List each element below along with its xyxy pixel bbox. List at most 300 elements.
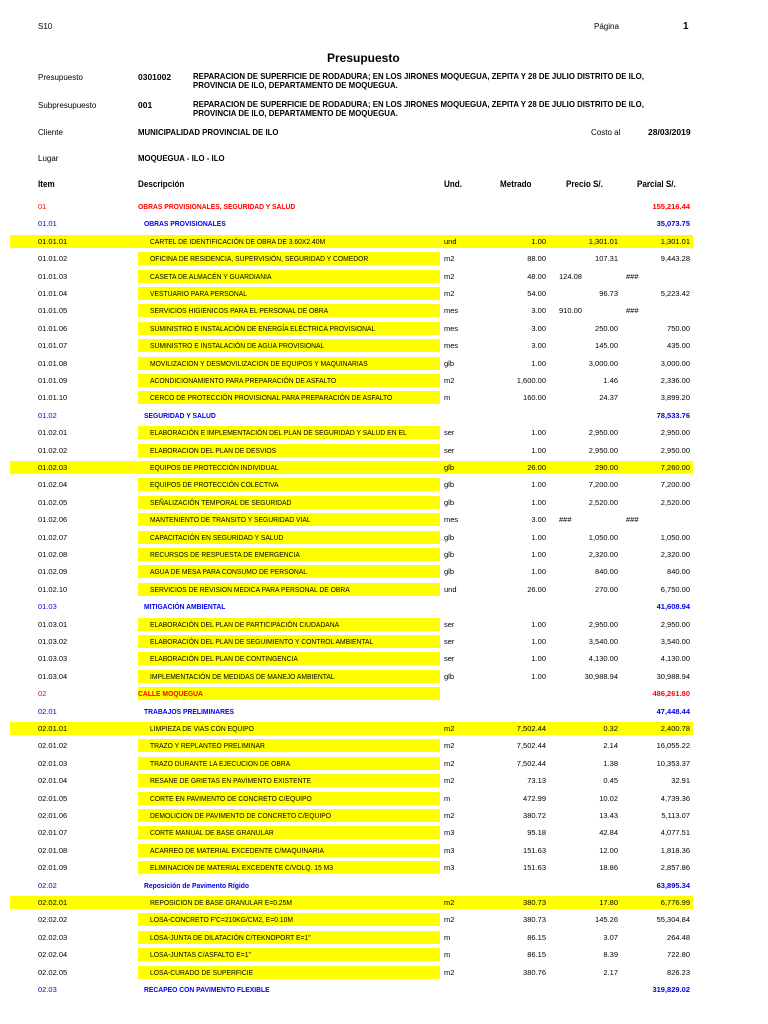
item-code-cell: 02.02	[38, 880, 57, 890]
unit-cell: und	[444, 584, 457, 594]
table-row	[0, 894, 768, 911]
parcial-cell: 63,895.34	[656, 880, 690, 890]
item-code-cell: 01.03.04	[38, 671, 68, 681]
table-row	[0, 320, 768, 337]
description-cell: SUMINISTRO E INSTALACIÓN DE ENERGÍA ELÉCTRICA PROVISIONAL	[150, 323, 376, 333]
parcial-cell: 6,750.00	[660, 584, 690, 594]
page-number: 1	[683, 21, 689, 32]
lugar-value: MOQUEGUA - ILO - ILO	[138, 153, 225, 163]
description-cell: LIMPIEZA DE VIAS CON EQUIPO	[150, 724, 254, 733]
metrado-cell: 3.00	[531, 341, 546, 351]
table-row	[0, 250, 768, 267]
description-cell: ELABORACION DEL PLAN DE DESVIOS	[150, 445, 277, 455]
table-row	[0, 285, 768, 302]
precio-cell: 1,050.00	[588, 532, 618, 542]
parcial-cell: 1,818.36	[660, 845, 690, 855]
description-cell: EQUIPOS DE PROTECCIÓN COLECTIVA	[150, 480, 279, 490]
report-code: S10	[38, 22, 53, 31]
table-row	[0, 355, 768, 372]
parcial-cell: 2,950.00	[660, 428, 690, 438]
table-row	[0, 964, 768, 981]
parcial-cell: 4,077.51	[660, 828, 690, 838]
parcial-cell: 10,353.37	[656, 758, 690, 768]
description-cell: LOSA-CURADO DE SUPERFICIE	[150, 967, 254, 977]
metrado-cell: 54.00	[527, 289, 546, 298]
row-highlight	[10, 722, 693, 735]
description-cell: ACONDICIONAMIENTO PARA PREPARACIÓN DE ASFALTO	[150, 376, 337, 385]
subpresupuesto-description: REPARACION DE SUPERFICIE DE RODADURA; EN LOS JIRONES MOQUEGUA, ZEPITA Y 28 DE JULIO DISTRITO DE ILO, PROVINCIA DE ILO, DEPARTAMENTO DE MOQUEGUA.	[193, 99, 644, 118]
item-code-cell: 01.01.08	[38, 358, 68, 368]
unit-cell: glb	[444, 532, 455, 542]
item-code-cell: 01.03	[38, 602, 57, 612]
precio-cell: 3,540.00	[588, 637, 618, 646]
item-code-cell: 02.01.08	[38, 845, 68, 855]
metrado-cell: 3.00	[531, 323, 546, 333]
table-row	[0, 476, 768, 493]
table-row	[0, 215, 768, 232]
metrado-cell: 472.99	[523, 793, 546, 803]
parcial-cell: 9,443.28	[660, 254, 690, 264]
unit-cell: m	[444, 950, 451, 960]
cliente-value: MUNICIPALIDAD PROVINCIAL DE ILO	[138, 127, 279, 137]
parcial-cell: 55,304.84	[656, 915, 690, 925]
unit-cell: mes	[444, 341, 459, 351]
table-row	[0, 563, 768, 580]
parcial-cell: 826.23	[667, 967, 690, 977]
precio-cell: 270.00	[595, 584, 618, 594]
precio-cell: 24.37	[599, 393, 618, 403]
description-cell: CARTEL DE IDENTIFICACIÓN DE OBRA DE 3.60X2.40M	[150, 236, 326, 246]
parcial-cell: 2,336.00	[660, 376, 690, 385]
unit-cell: m3	[444, 863, 455, 873]
item-code-cell: 02.01.02	[38, 741, 68, 751]
item-code-cell: 01.03.01	[38, 619, 68, 629]
item-code-cell: 01.03.03	[38, 654, 68, 664]
unit-cell: m2	[444, 289, 455, 298]
unit-cell: m2	[444, 271, 455, 281]
precio-cell: 2.14	[603, 741, 618, 751]
parcial-cell: 2,520.00	[660, 497, 690, 507]
metrado-cell: 1.00	[531, 671, 546, 681]
column-header-unit: Und.	[444, 179, 462, 189]
item-code-cell: 01.01.05	[38, 306, 68, 316]
description-cell: SERVICIOS HIGIENICOS PARA EL PERSONAL DE OBRA	[150, 306, 329, 316]
row-highlight	[10, 461, 693, 474]
parcial-cell: 35,073.75	[656, 219, 690, 229]
metrado-cell: 151.63	[523, 845, 546, 855]
item-code-cell: 02.02.05	[38, 967, 68, 977]
parcial-cell: 3,899.20	[660, 393, 690, 403]
table-row	[0, 407, 768, 424]
table-row	[0, 529, 768, 546]
item-code-cell: 02.01	[38, 706, 57, 716]
precio-cell: 2,950.00	[588, 445, 618, 455]
precio-cell: 96.73	[599, 289, 618, 298]
parcial-cell: 2,320.00	[660, 550, 690, 559]
metrado-cell: 1.00	[531, 480, 546, 490]
unit-cell: glb	[444, 480, 455, 490]
parcial-cell: 1,301.01	[660, 236, 690, 246]
parcial-cell: 1,050.00	[660, 532, 690, 542]
unit-cell: ser	[444, 445, 455, 455]
parcial-cell: 5,223.42	[660, 289, 690, 298]
metrado-cell: 73.13	[527, 776, 546, 786]
precio-cell: 290.00	[595, 463, 618, 472]
presupuesto-label: Presupuesto	[38, 73, 83, 82]
precio-cell: 10.02	[599, 793, 618, 803]
description-cell: TRAZO DURANTE LA EJECUCION DE OBRA	[150, 758, 291, 768]
parcial-cell: ###	[626, 515, 639, 525]
precio-cell: 18.86	[599, 863, 618, 873]
precio-cell: ###	[559, 515, 572, 525]
table-row	[0, 981, 768, 998]
parcial-cell: 7,200.00	[660, 480, 690, 490]
unit-cell: m2	[444, 254, 455, 264]
unit-cell: mes	[444, 306, 459, 316]
precio-cell: 1.38	[603, 758, 618, 768]
metrado-cell: 3.00	[531, 515, 546, 525]
description-cell: ELABORACIÓN E IMPLEMENTACIÓN DEL PLAN DE SEGURIDAD Y SALUD EN EL	[150, 428, 407, 438]
row-highlight	[10, 896, 693, 909]
table-row	[0, 459, 768, 476]
item-code-cell: 01.01.09	[38, 376, 68, 385]
unit-cell: m	[444, 793, 451, 803]
precio-cell: 2,520.00	[588, 497, 618, 507]
table-row	[0, 737, 768, 754]
column-header-metrado: Metrado	[500, 179, 532, 189]
parcial-cell: 2,400.78	[660, 724, 690, 733]
table-row	[0, 650, 768, 667]
metrado-cell: 1.00	[531, 236, 546, 246]
metrado-cell: 48.00	[527, 271, 546, 281]
item-code-cell: 01.02.09	[38, 567, 68, 577]
unit-cell: m2	[444, 776, 455, 786]
precio-cell: 250.00	[595, 323, 618, 333]
description-cell: VESTUARIO PARA PERSONAL	[150, 289, 248, 298]
table-row	[0, 372, 768, 389]
unit-cell: glb	[444, 463, 455, 472]
metrado-cell: 1.00	[531, 567, 546, 577]
unit-cell: ser	[444, 637, 455, 646]
unit-cell: m2	[444, 758, 455, 768]
precio-cell: 124.08	[559, 271, 582, 281]
item-code-cell: 01.01.07	[38, 341, 68, 351]
lugar-label: Lugar	[38, 154, 59, 163]
parcial-cell: 2,950.00	[660, 445, 690, 455]
unit-cell: ser	[444, 654, 455, 664]
table-row	[0, 859, 768, 876]
precio-cell: 7,200.00	[588, 480, 618, 490]
metrado-cell: 1.00	[531, 532, 546, 542]
precio-cell: 145.26	[595, 915, 618, 925]
precio-cell: 13.43	[599, 811, 618, 820]
metrado-cell: 1,600.00	[516, 376, 546, 385]
subpresupuesto-label: Subpresupuesto	[38, 101, 97, 110]
table-row	[0, 389, 768, 406]
table-row	[0, 616, 768, 633]
metrado-cell: 160.00	[523, 393, 546, 403]
parcial-cell: 319,829.02	[652, 985, 690, 994]
parcial-cell: 435.00	[667, 341, 690, 351]
unit-cell: glb	[444, 550, 455, 559]
parcial-cell: 2,857.86	[660, 863, 690, 873]
table-row	[0, 685, 768, 702]
table-row	[0, 772, 768, 789]
table-row	[0, 703, 768, 720]
precio-cell: 30,988.94	[584, 671, 618, 681]
parcial-cell: 722.80	[667, 950, 690, 960]
parcial-cell: 486,261.80	[652, 689, 690, 699]
precio-cell: 3,000.00	[588, 358, 618, 368]
page-title: Presupuesto	[327, 51, 400, 65]
item-code-cell: 01.01.01	[38, 236, 68, 246]
metrado-cell: 1.00	[531, 619, 546, 629]
unit-cell: m3	[444, 845, 455, 855]
presupuesto-description: REPARACION DE SUPERFICIE DE RODADURA; EN LOS JIRONES MOQUEGUA, ZEPITA Y 28 DE JULIO DISTRITO DE ILO, PROVINCIA DE ILO, DEPARTAMENTO DE MOQUEGUA.	[193, 71, 644, 90]
table-row	[0, 598, 768, 615]
unit-cell: m2	[444, 915, 455, 925]
parcial-cell: 3,000.00	[660, 358, 690, 368]
description-cell: CERCO DE PROTECCIÓN PROVISIONAL PARA PREPARACIÓN DE ASFALTO	[150, 393, 393, 403]
table-row	[0, 546, 768, 563]
description-cell: SERVICIOS DE REVISION MEDICA PARA PERSONAL DE OBRA	[150, 584, 350, 594]
item-code-cell: 01.01.02	[38, 254, 68, 264]
metrado-cell: 86.15	[527, 950, 546, 960]
item-code-cell: 02.01.09	[38, 863, 68, 873]
column-header-parcial: Parcial S/.	[637, 179, 676, 189]
table-row	[0, 877, 768, 894]
unit-cell: m2	[444, 967, 455, 977]
parcial-cell: 47,448.44	[656, 706, 690, 716]
description-cell: SUMINISTRO E INSTALACIÓN DE AGUA PROVISIONAL	[150, 341, 325, 351]
metrado-cell: 7,502.44	[516, 758, 546, 768]
description-cell: LOSA-JUNTA DE DILATACIÓN C/TEKNOPORT E=1"	[150, 932, 311, 942]
item-code-cell: 02.01.05	[38, 793, 68, 803]
precio-cell: 2.17	[603, 967, 618, 977]
table-row	[0, 337, 768, 354]
precio-cell: 8.39	[603, 950, 618, 960]
item-code-cell: 01.01.06	[38, 323, 68, 333]
parcial-cell: 750.00	[667, 323, 690, 333]
table-row	[0, 581, 768, 598]
description-cell: SEGURIDAD Y SALUD	[144, 410, 216, 420]
table-row	[0, 268, 768, 285]
unit-cell: und	[444, 236, 457, 246]
parcial-cell: 264.48	[667, 932, 690, 942]
metrado-cell: 86.15	[527, 932, 546, 942]
description-cell: CORTE EN PAVIMENTO DE CONCRETO C/EQUIPO	[150, 793, 312, 803]
description-cell: REPOSICION DE BASE GRANULAR E=0.25M	[150, 898, 292, 907]
column-header-description: Descripción	[138, 179, 185, 189]
parcial-cell: ###	[626, 306, 639, 316]
unit-cell: mes	[444, 515, 459, 525]
description-cell: MITIGACIÓN AMBIENTAL	[144, 602, 226, 612]
description-cell: MANTENIENTO DE TRANSITO Y SEGURIDAD VIAL	[150, 515, 311, 525]
unit-cell: glb	[444, 671, 455, 681]
metrado-cell: 26.00	[527, 584, 546, 594]
metrado-cell: 380.73	[523, 915, 546, 925]
description-cell: TRABAJOS PRELIMINARES	[144, 706, 235, 716]
item-code-cell: 01.02.08	[38, 550, 68, 559]
item-code-cell: 01.02.06	[38, 515, 68, 525]
precio-cell: 0.45	[603, 776, 618, 786]
item-code-cell: 02.01.01	[38, 724, 68, 733]
parcial-cell: 7,260.00	[660, 463, 690, 472]
unit-cell: m2	[444, 741, 455, 751]
unit-cell: mes	[444, 323, 459, 333]
parcial-cell: 30,988.94	[656, 671, 690, 681]
unit-cell: m2	[444, 376, 455, 385]
metrado-cell: 1.00	[531, 550, 546, 559]
metrado-cell: 1.00	[531, 445, 546, 455]
costo-date: 28/03/2019	[648, 127, 691, 137]
item-code-cell: 02.03	[38, 985, 57, 994]
unit-cell: m2	[444, 724, 455, 733]
metrado-cell: 151.63	[523, 863, 546, 873]
unit-cell: m2	[444, 898, 455, 907]
metrado-cell: 1.00	[531, 497, 546, 507]
description-cell: SEÑALIZACIÓN TEMPORAL DE SEGURIDAD	[150, 497, 292, 507]
table-row	[0, 720, 768, 737]
unit-cell: m	[444, 932, 451, 942]
table-row	[0, 929, 768, 946]
precio-cell: 910.00	[559, 306, 582, 316]
metrado-cell: 380.73	[523, 898, 546, 907]
metrado-cell: 95.18	[527, 828, 546, 838]
item-code-cell: 01.03.02	[38, 637, 68, 646]
unit-cell: ser	[444, 619, 455, 629]
item-code-cell: 01.01.10	[38, 393, 68, 403]
item-code-cell: 01.02.07	[38, 532, 68, 542]
unit-cell: glb	[444, 358, 455, 368]
subpresupuesto-code: 001	[138, 100, 153, 110]
item-code-cell: 01.01	[38, 219, 57, 229]
item-code-cell: 01.02.03	[38, 463, 68, 472]
metrado-cell: 88.00	[527, 254, 546, 264]
unit-cell: ser	[444, 428, 455, 438]
item-code-cell: 01.02	[38, 410, 57, 420]
table-row	[0, 911, 768, 928]
column-header-item: Item	[38, 179, 55, 189]
precio-cell: 107.31	[595, 254, 618, 264]
parcial-cell: 4,130.00	[660, 654, 690, 664]
metrado-cell: 7,502.44	[516, 741, 546, 751]
table-row	[0, 302, 768, 319]
table-row	[0, 233, 768, 250]
description-cell: IMPLEMENTACIÓN DE MEDIDAS DE MANEJO AMBIENTAL	[150, 671, 335, 681]
description-cell: DEMOLICION DE PAVIMENTO DE CONCRETO C/EQUIPO	[150, 811, 332, 820]
parcial-cell: 41,608.94	[656, 602, 690, 612]
precio-cell: 1.46	[603, 376, 618, 385]
description-cell: EQUIPOS DE PROTECCIÓN INDIVIDUAL	[150, 463, 279, 472]
description-cell: MOVILIZACION Y DESMOVILIZACION DE EQUIPOS Y MAQUINARIAS	[150, 358, 368, 368]
description-cell: OFICINA DE RESIDENCIA, SUPERVISIÓN, SEGURIDAD Y COMEDOR	[150, 254, 369, 264]
description-cell: Reposición de Pavimento Rígido	[144, 880, 250, 890]
parcial-cell: 840.00	[667, 567, 690, 577]
description-cell: CORTE MANUAL DE BASE GRANULAR	[150, 828, 274, 838]
table-row	[0, 842, 768, 859]
item-code-cell: 02.01.07	[38, 828, 68, 838]
description-cell: RESANE DE GRIETAS EN PAVIMENTO EXISTENTE	[150, 776, 312, 786]
description-cell: LOSA-CONCRETO F'C=210KG/CM2, E=0.10M	[150, 915, 293, 925]
metrado-cell: 1.00	[531, 428, 546, 438]
precio-cell: 0.32	[603, 724, 618, 733]
precio-cell: 3.07	[603, 932, 618, 942]
item-code-cell: 01.02.10	[38, 584, 68, 594]
item-code-cell: 01.02.01	[38, 428, 68, 438]
metrado-cell: 380.76	[523, 967, 546, 977]
item-code-cell: 01.02.05	[38, 497, 68, 507]
metrado-cell: 380.72	[523, 811, 546, 820]
item-code-cell: 01.01.03	[38, 271, 68, 281]
table-row	[0, 790, 768, 807]
table-row	[0, 946, 768, 963]
column-header-precio: Precio S/.	[566, 179, 603, 189]
table-row	[0, 633, 768, 650]
unit-cell: m	[444, 393, 451, 403]
item-code-cell: 02.01.03	[38, 758, 68, 768]
parcial-cell: 4,739.36	[660, 793, 690, 803]
item-code-cell: 02	[38, 689, 47, 699]
table-row	[0, 668, 768, 685]
metrado-cell: 1.00	[531, 358, 546, 368]
precio-cell: 17.80	[599, 898, 618, 907]
parcial-cell: 5,113.07	[661, 811, 690, 820]
cliente-label: Cliente	[38, 128, 63, 137]
precio-cell: 2,950.00	[588, 428, 618, 438]
unit-cell: glb	[444, 497, 455, 507]
description-cell: LOSA-JUNTAS C/ASFALTO E=1"	[150, 950, 251, 960]
description-cell: CAPACITACIÓN EN SEGURIDAD Y SALUD	[150, 532, 284, 542]
unit-cell: m3	[444, 828, 455, 838]
parcial-cell: 78,533.76	[656, 410, 690, 420]
item-code-cell: 02.02.01	[38, 898, 68, 907]
unit-cell: glb	[444, 567, 455, 577]
item-code-cell: 02.02.03	[38, 932, 68, 942]
table-row	[0, 424, 768, 441]
description-cell: RECAPEO CON PAVIMENTO FLEXIBLE	[144, 985, 270, 994]
table-row	[0, 755, 768, 772]
precio-cell: 2,950.00	[588, 619, 618, 629]
description-cell: OBRAS PROVISIONALES, SEGURIDAD Y SALUD	[138, 202, 296, 211]
item-code-cell: 02.01.06	[38, 811, 68, 820]
unit-cell: m2	[444, 811, 455, 820]
item-code-cell: 01.01.04	[38, 289, 68, 298]
table-row	[0, 442, 768, 459]
description-cell: CALLE MOQUEGUA	[138, 689, 203, 699]
precio-cell: 840.00	[595, 567, 618, 577]
metrado-cell: 3.00	[531, 306, 546, 316]
precio-cell: 4,130.00	[588, 654, 618, 664]
precio-cell: 42.84	[599, 828, 618, 838]
description-cell: ACARREO DE MATERIAL EXCEDENTE C/MAQUINARIA	[150, 845, 325, 855]
table-row	[0, 824, 768, 841]
page-label: Página	[594, 22, 619, 31]
description-cell: CASETA DE ALMACÉN Y GUARDIANIA	[150, 271, 272, 281]
metrado-cell: 7,502.44	[516, 724, 546, 733]
description-cell: RECURSOS DE RESPUESTA DE EMERGENCIA	[150, 550, 300, 559]
table-row	[0, 511, 768, 528]
parcial-cell: 6,776.99	[660, 898, 690, 907]
precio-cell: 145.00	[595, 341, 618, 351]
item-code-cell: 01.02.02	[38, 445, 68, 455]
precio-cell: 2,320.00	[588, 550, 618, 559]
parcial-cell: 155,216.44	[652, 202, 690, 211]
item-code-cell: 01.02.04	[38, 480, 68, 490]
item-code-cell: 02.02.02	[38, 915, 68, 925]
table-row	[0, 807, 768, 824]
description-cell: ELABORACIÓN DEL PLAN DE PARTICIPACIÓN CIUDADANA	[150, 619, 340, 629]
